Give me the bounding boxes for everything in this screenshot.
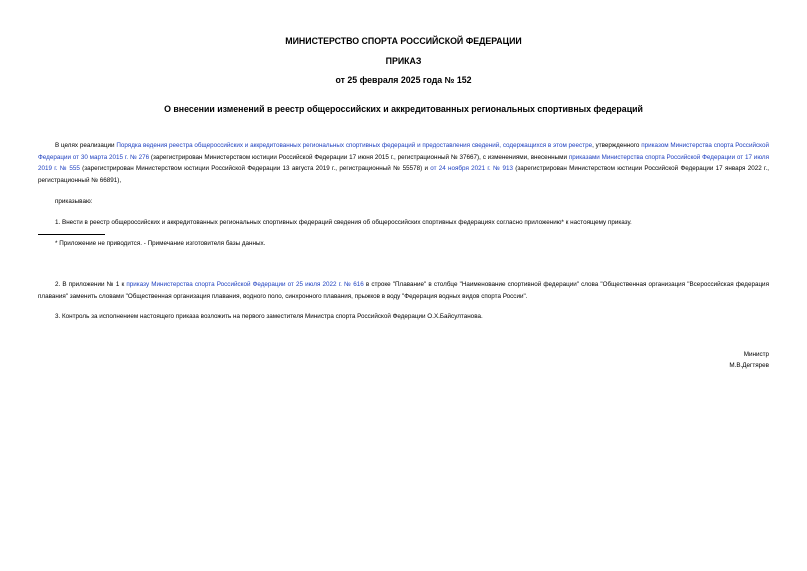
paragraph-order-word: приказываю:	[55, 198, 93, 205]
signature-position: Министр	[743, 351, 769, 358]
paragraph-item-3: 3. Контроль за исполнением настоящего приказа возложить на первого заместителя Министра спорта Российской Федерации О.Х.Байсултанова.	[55, 313, 483, 320]
paragraph-item-1: 1. Внести в реестр общероссийских и аккредитованных региональных спортивных федераций сведения об общероссийских спортивных федерациях согласно приложению* к настоящему приказу.	[55, 219, 632, 226]
paragraph-preamble	[38, 140, 769, 186]
link-registry-procedure[interactable]: Порядка ведения реестра общероссийских и аккредитованных региональных спортивных федераций и предоставления сведений, содержащихся в этом реестре	[116, 142, 593, 149]
subject-heading: О внесении изменений в реестр общероссийских и аккредитованных региональных спортивных федераций	[164, 104, 643, 114]
item-2-text-1: 2. В приложении № 1 к	[55, 281, 127, 288]
item-2-text-2: в строке "Плавание" в столбце "Наименование спортивной федерации" слова "Общественная организация "Всероссийская федерация плавания" заменить словами "Общественная организация плавания, водного поло, синхронного плавания, прыжков в воду "Федерация водных видов спорта России".	[38, 281, 769, 300]
preamble-text-3: (зарегистрирован Министерством юстиции Российской Федерации 17 июня 2015 г., регистрационный № 37667), с изменениями, внесенными	[149, 153, 569, 161]
footnote: * Приложение не приводится. - Примечание изготовителя базы данных.	[55, 240, 266, 247]
ministry-heading: МИНИСТЕРСТВО СПОРТА РОССИЙСКОЙ ФЕДЕРАЦИИ	[285, 36, 522, 46]
preamble-text-4: (зарегистрирован Министерством юстиции Российской Федерации 13 августа 2019 г., регистрационный № 55578) и	[79, 165, 431, 172]
paragraph-item-2	[38, 279, 769, 302]
doc-type-heading: ПРИКАЗ	[385, 56, 422, 66]
preamble-text-2: , утвержденного	[592, 142, 642, 149]
footnote-divider	[38, 234, 105, 235]
link-order-276[interactable]: приказом Министерства спорта Российской Федерации от 30 марта 2015 г. № 276	[38, 142, 769, 161]
link-order-616[interactable]: приказу Министерства спорта Российской Федерации от 25 июля 2022 г. № 616	[126, 281, 364, 288]
preamble-text-1: В целях реализации	[55, 142, 117, 149]
link-order-913[interactable]: от 24 ноября 2021 г. № 913	[430, 165, 513, 172]
signature-name: М.В.Дегтярев	[729, 362, 769, 369]
preamble-text-5: (зарегистрирован Министерством юстиции Российской Федерации 17 января 2022 г., регистрационный № 66891),	[38, 165, 770, 184]
link-order-555[interactable]: приказами Министерства спорта Российской Федерации от 17 июля 2019 г. № 555	[38, 153, 769, 172]
date-number-heading: от 25 февраля 2025 года № 152	[335, 75, 472, 85]
